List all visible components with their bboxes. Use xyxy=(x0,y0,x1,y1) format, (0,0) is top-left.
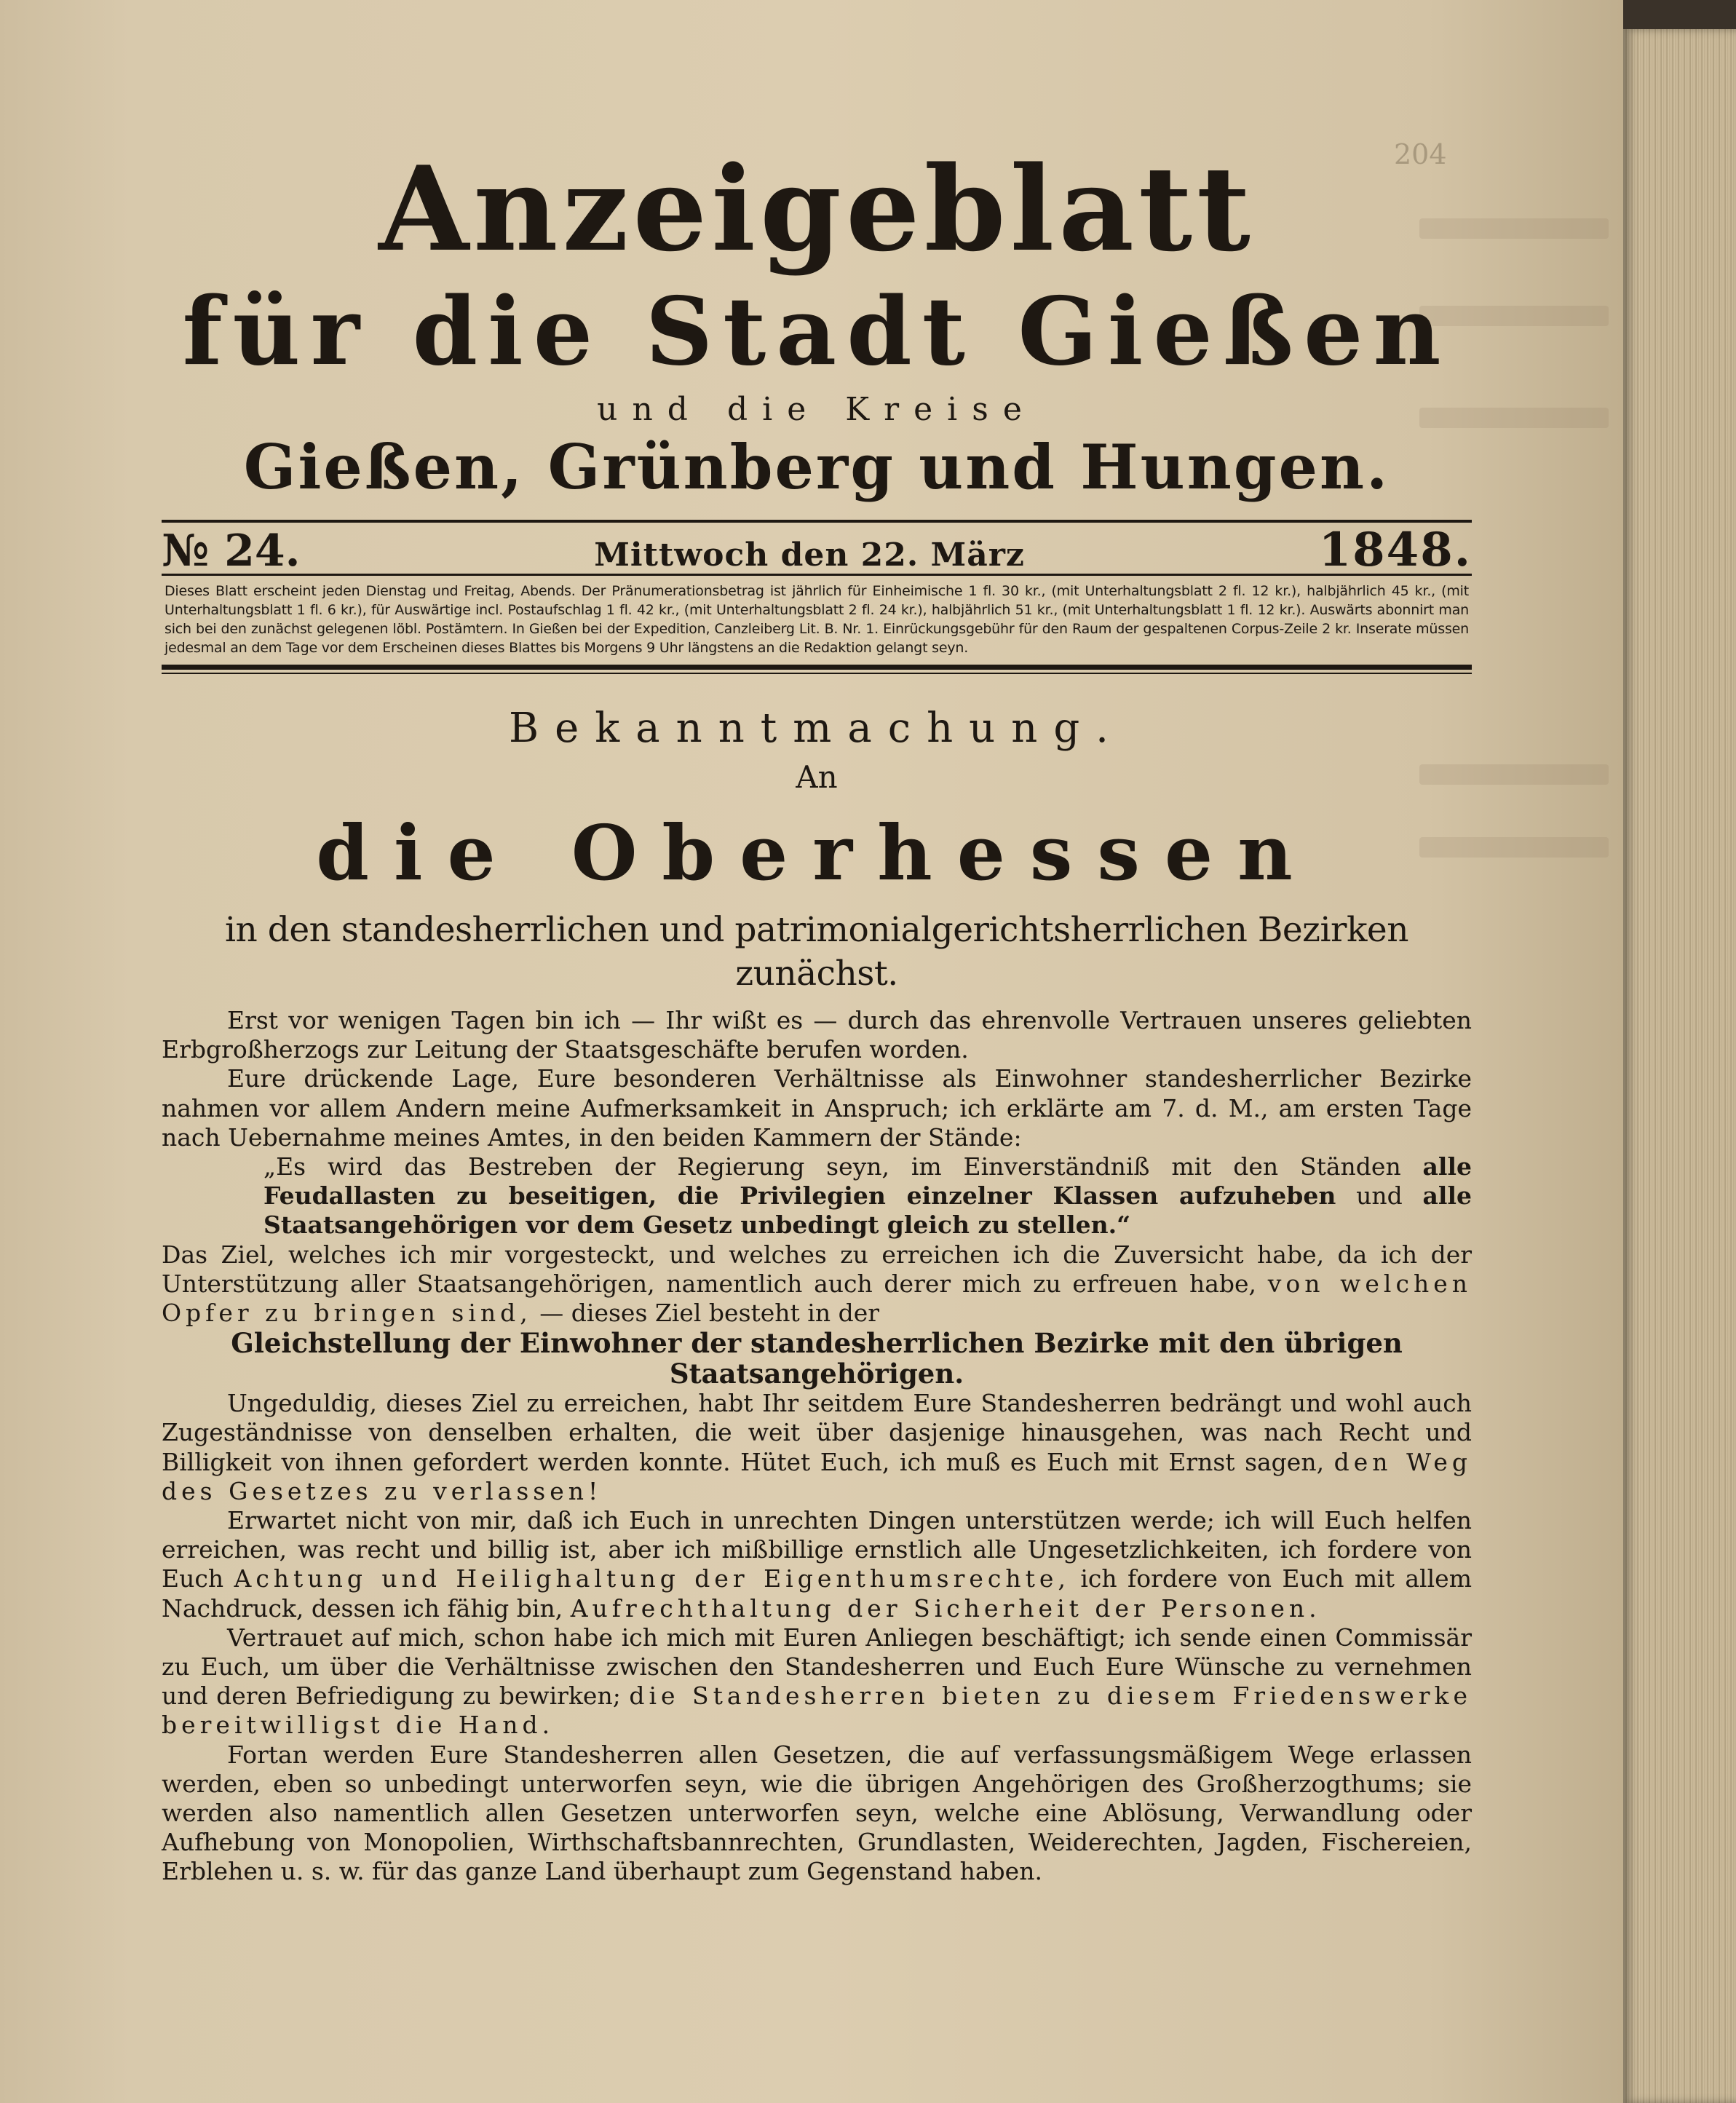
paragraph xyxy=(162,1623,1472,1740)
quote-text: „Es wird das Bestreben der Regierung seyn, im Einverständniß mit den Ständen xyxy=(263,1152,1401,1181)
masthead-city: für die Stadt Gießen xyxy=(182,277,1451,387)
spaced-emphasis: Aufrechthaltung der Sicherheit der Personen. xyxy=(570,1593,1321,1623)
issue-dateline xyxy=(162,523,1472,577)
paragraph-text: — dieses Ziel besteht in der xyxy=(539,1299,880,1328)
spaced-emphasis: Achtung und Heilighaltung der Eigenthumsrechte, xyxy=(234,1564,1070,1593)
heavy-divider xyxy=(162,665,1472,674)
spaced-emphasis: den Weg des Gesetzes zu verlassen! xyxy=(162,1447,1472,1505)
paragraph-text: Das Ziel, welches ich mir vorgesteckt, und welches zu erreichen ich die Zuversicht habe, da ich der Unterstützung aller Staatsangehörigen, namentlich auch derer mich zu erfreuen habe, xyxy=(162,1240,1472,1298)
spaced-emphasis: von welchen Opfer zu bringen sind, xyxy=(162,1269,1472,1328)
paragraph-text: Ungeduldig, dieses Ziel zu erreichen, habt Ihr seitdem Eure Standesherren bedrängt und wohl auch Zugeständnisse von denselben erhalten, die weit über dasjenige hinausgehen, was nach Recht und Billigkeit von ihnen gefordert werden konnte. Hütet Euch, ich muß es Euch mit Ernst sagen, xyxy=(162,1389,1472,1476)
quote-emphasis: alle Staatsangehörigen vor dem Gesetz unbedingt gleich zu stellen.“ xyxy=(263,1181,1472,1240)
spaced-emphasis: die Standesherren bieten zu diesem Friedenswerke bereitwilligst die Hand. xyxy=(162,1682,1473,1740)
article-subtitle: in den standesherrlichen und patrimonialgerichtsherrlichen Bezirken zunächst. xyxy=(224,910,1409,994)
article-body xyxy=(162,1006,1472,1887)
article-heading: Bekanntmachung. xyxy=(509,705,1125,752)
paragraph-text: Vertrauet auf mich, schon habe ich mich mit Euren Anliegen beschäftigt; ich sende einen Commissär zu Euch, um über die Verhältnisse zwischen den Standesherren und Euch Eure Wünsche zu vernehmen und deren Befriedigung zu bewirken; xyxy=(162,1623,1472,1711)
masthead-districts: Gießen, Grünberg und Hungen. xyxy=(243,431,1390,503)
key-statement: Gleichstellung der Einwohner der standesherrlichen Bezirke mit den übrigen Staatsangehörigen. xyxy=(231,1327,1403,1390)
paragraph xyxy=(162,1389,1472,1506)
divider xyxy=(162,574,1472,576)
paragraph: Eure drückende Lage, Eure besonderen Verhältnisse als Einwohner standesherrlicher Bezirke nahmen vor allem Andern meine Aufmerksamkeit in Anspruch; ich erklärte am 7. d. M., am ersten Tage nach Uebernahme meines Amtes, in den beiden Kammern der Stände: xyxy=(162,1064,1472,1152)
masthead-connector: und die Kreise xyxy=(597,391,1037,428)
quote-emphasis: alle Feudallasten zu beseitigen, die Privilegien einzelner Klassen aufzuheben xyxy=(263,1152,1472,1211)
paragraph: Fortan werden Eure Standesherren allen Gesetzen, die auf verfassungsmäßigem Wege erlassen werden, eben so unbedingt unterworfen seyn, wie die übrigen Angehörigen des Großherzogthums; sie werden also namentlich allen Gesetzen unterworfen seyn, welche eine Ablösung, Verwandlung oder Aufhebung von Monopolien, Wirthschaftsbannrechten, Grundlasten, Weiderechten, Jagden, Fischereien, Erblehen u. s. w. für das ganze Land überhaupt zum Gegenstand haben. xyxy=(162,1740,1472,1886)
paragraph xyxy=(162,1506,1472,1623)
paragraph: Erst vor wenigen Tagen bin ich — Ihr wißt es — durch das ehrenvolle Vertrauen unseres geliebten Erbgroßherzogs zur Leitung der Staatsgeschäfte berufen worden. xyxy=(162,1006,1472,1064)
issue-number: № 24. xyxy=(162,526,301,577)
paragraph-text: Erwartet nicht von mir, daß ich Euch in unrechten Dingen unterstützen werde; ich will Euch helfen erreichen, was recht und billig ist, aber ich mißbillige ernstlich alle Ungesetzlichkeiten, ich fordere von Euch xyxy=(162,1506,1472,1593)
quotation xyxy=(162,1152,1472,1240)
subscription-notice: Dieses Blatt erscheint jeden Dienstag und Freitag, Abends. Der Pränumerationsbetrag ist jährlich für Einheimische 1 fl. 30 kr., (mit Unterhaltungsblatt 2 fl. 12 kr.), halbjährlich 45 kr., (mit Unterhaltungsblatt 1 fl. 6 kr.), für Auswärtige incl. Postaufschlag 1 fl. 42 kr., (mit Unterhaltungsblatt 2 fl. 24 kr.), halbjährlich 51 kr., (mit Unterhaltungsblatt 1 fl. 12 kr.). Auswärts abonnirt man sich bei den zunächst gelegenen löbl. Postämtern. In Gießen bei der Expedition, Canzleiberg Lit. B. Nr. 1. Einrückungsgebühr für den Raum der gespaltenen Corpus-Zeile 2 kr. Inserate müssen jedesmal an dem Tage vor dem Erscheinen dieses Blattes bis Morgens 9 Uhr längstens an die Redaktion gelangt seyn. xyxy=(165,583,1469,656)
issue-date: Mittwoch den 22. März xyxy=(594,536,1025,574)
issue-year: 1848. xyxy=(1318,523,1472,577)
masthead-title: Anzeigeblatt xyxy=(378,140,1255,277)
article-an: An xyxy=(796,759,838,795)
paragraph-text: ich fordere von Euch mit allem Nachdruck, dessen ich fähig bin, xyxy=(162,1564,1472,1623)
page-number-stamp: 204 xyxy=(1394,138,1447,170)
page-content xyxy=(162,140,1473,1887)
book-page-edges xyxy=(1623,29,1736,2103)
paragraph xyxy=(162,1240,1472,1328)
article-addressee: die Oberhessen xyxy=(316,808,1317,898)
quote-text: und xyxy=(1356,1181,1403,1211)
